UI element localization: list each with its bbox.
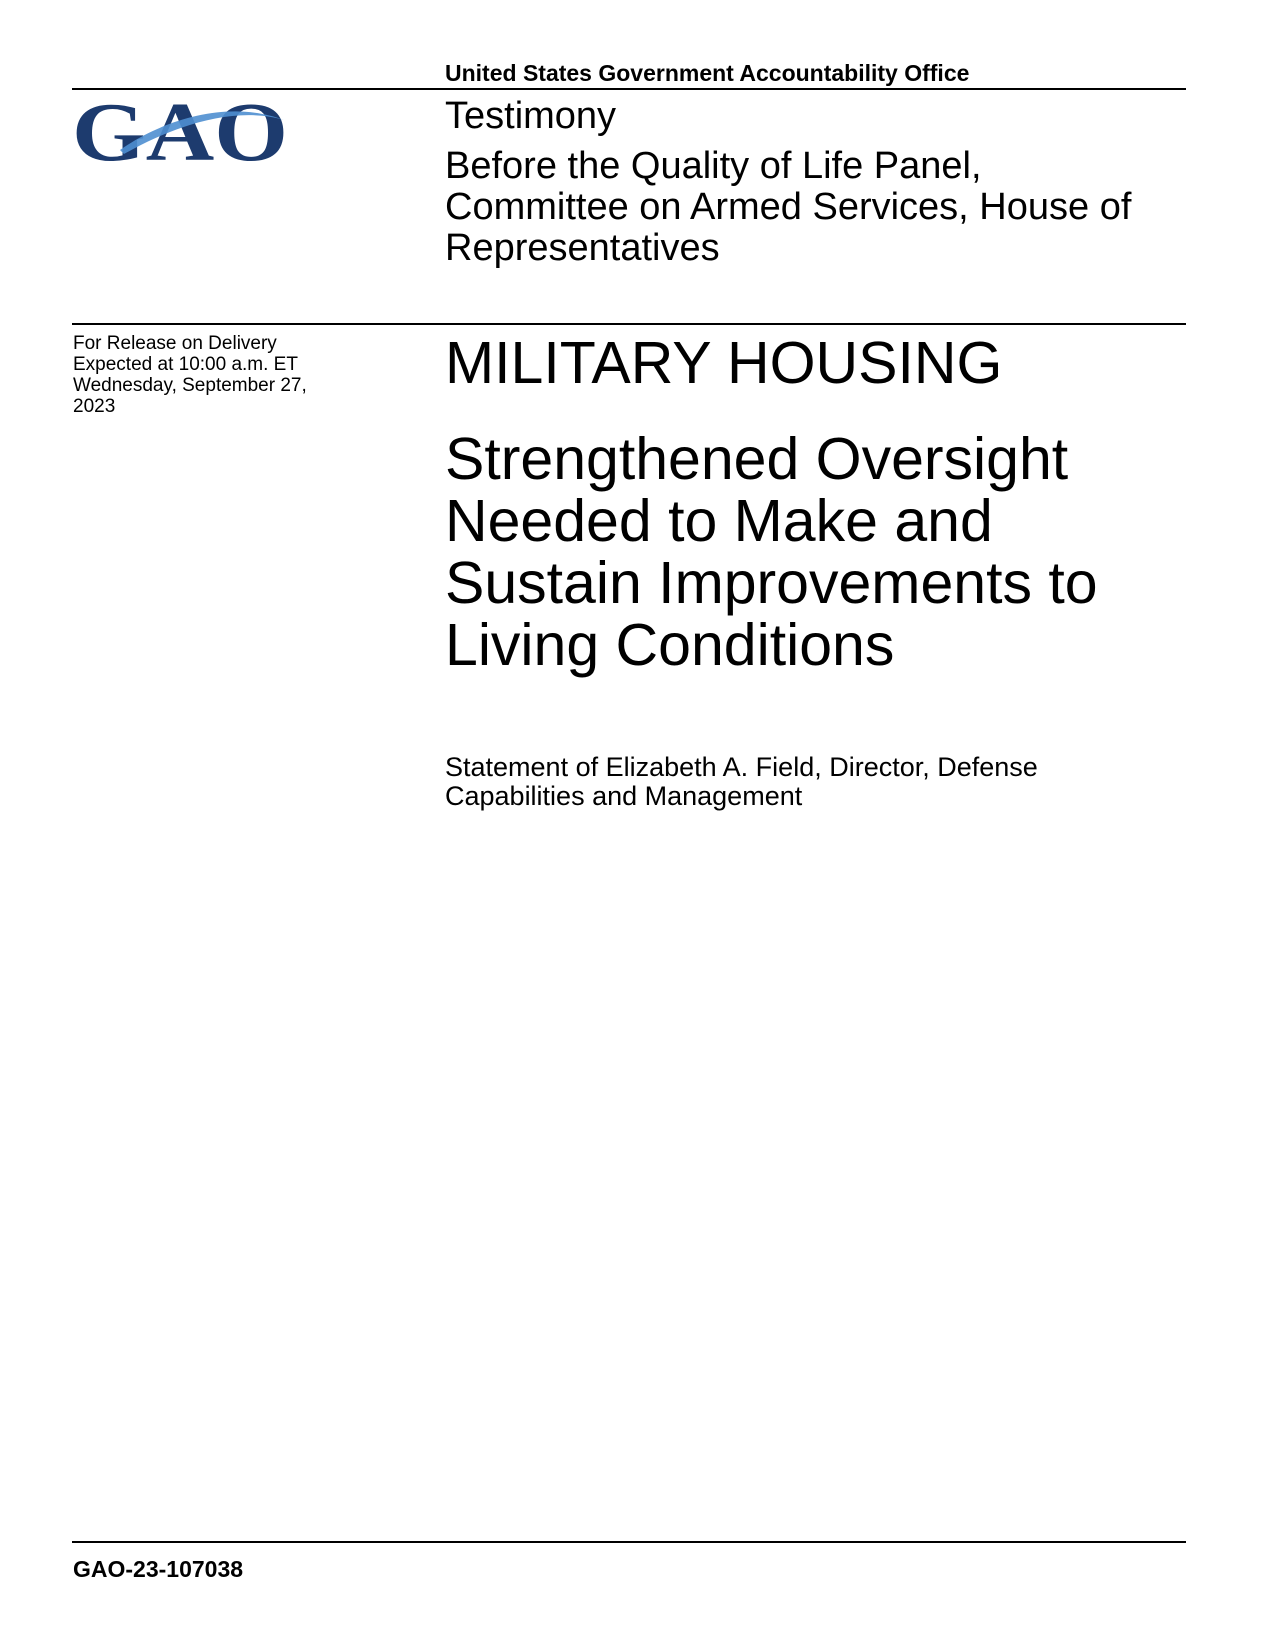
statement-byline: Statement of Elizabeth A. Field, Director, Defense Capabilities and Management (445, 752, 1038, 811)
report-title: MILITARY HOUSING (445, 330, 1003, 396)
report-subtitle: Strengthened Oversight Needed to Make and Sustain Improvements to Living Conditions (445, 426, 1098, 678)
release-line: Expected at 10:00 a.m. ET (73, 354, 298, 375)
agency-name: United States Government Accountability Office (445, 60, 970, 86)
top-divider (72, 88, 1186, 90)
testimony-venue: Before the Quality of Life Panel, Committee on Armed Services, House of Representatives (445, 145, 1132, 269)
release-line: 2023 (73, 396, 116, 417)
release-line: For Release on Delivery (73, 333, 277, 354)
release-info (73, 333, 343, 417)
bottom-divider (72, 1541, 1186, 1543)
middle-divider (72, 323, 1186, 325)
report-number: GAO-23-107038 (73, 1556, 244, 1582)
gao-logo (72, 92, 292, 172)
gao-logo-text: GAO (72, 92, 288, 172)
release-line: Wednesday, September 27, (73, 375, 307, 396)
document-type: Testimony (445, 95, 617, 137)
